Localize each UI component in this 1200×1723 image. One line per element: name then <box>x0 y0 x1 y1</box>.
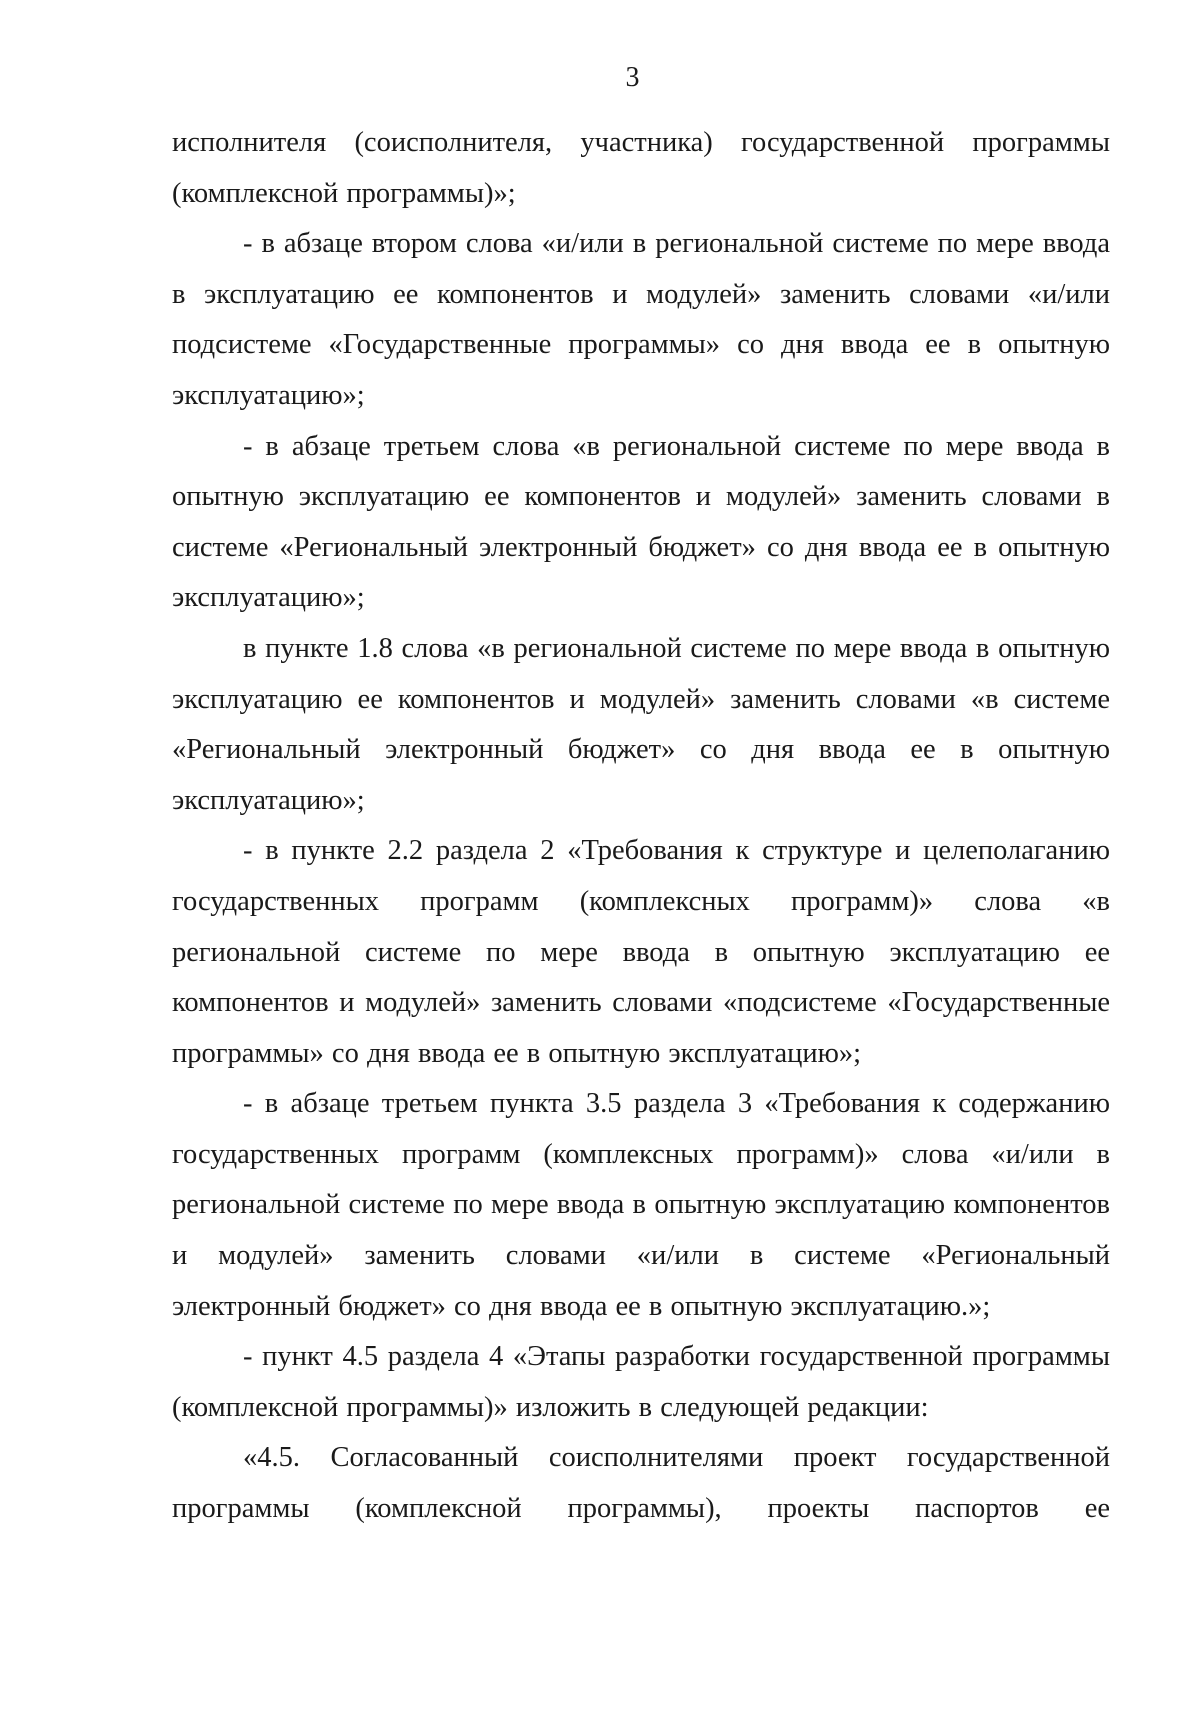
document-body <box>172 118 1110 1535</box>
paragraph-continuation: исполнителя (соисполнителя, участника) государственной программы (комплексной программы)»; <box>172 127 1110 209</box>
paragraph-abzac-tretem: - в абзаце третьем слова «в региональной системе по мере ввода в опытную эксплуатацию ее компонентов и модулей» заменить словами в системе «Региональный электронный бюджет» со дня ввода ее в опытную эксплуатацию»; <box>172 430 1110 614</box>
paragraph-punkt-4-5: - пункт 4.5 раздела 4 «Этапы разработки государственной программы (комплексной программы)» изложить в следующей редакции: <box>172 1341 1110 1423</box>
paragraph-punkt-1-8: в пункте 1.8 слова «в региональной системе по мере ввода в опытную эксплуатацию ее компонентов и модулей» заменить словами «в системе «Региональный электронный бюджет» со дня ввода ее в опытную эксплуатацию»; <box>172 632 1110 816</box>
paragraph-abzac-vtorom: - в абзаце втором слова «и/или в региональной системе по мере ввода в эксплуатацию ее компонентов и модулей» заменить словами «и/или подсистеме «Государственные программы» со дня ввода ее в опытную эксплуатацию»; <box>172 228 1110 411</box>
paragraph-new-4-5: «4.5. Согласованный соисполнителями проект государственной программы (комплексной программы), проекты паспортов ее <box>172 1442 1110 1525</box>
paragraph-punkt-3-5: - в абзаце третьем пункта 3.5 раздела 3 «Требования к содержанию государственных программ (комплексных программ)» слова «и/или в региональной системе по мере ввода в опытную эксплуатацию компонентов и модулей» заменить словами «и/или в системе «Региональный электронный бюджет» со дня ввода ее в опытную эксплуатацию.»; <box>172 1088 1110 1322</box>
paragraph-punkt-2-2: - в пункте 2.2 раздела 2 «Требования к структуре и целеполаганию государственных программ (комплексных программ)» слова «в региональной системе по мере ввода в опытную эксплуатацию ее компонентов и модулей» заменить словами «подсистеме «Государственные программы» со дня ввода ее в опытную эксплуатацию»; <box>172 835 1110 1069</box>
page-number: 3 <box>625 62 640 93</box>
